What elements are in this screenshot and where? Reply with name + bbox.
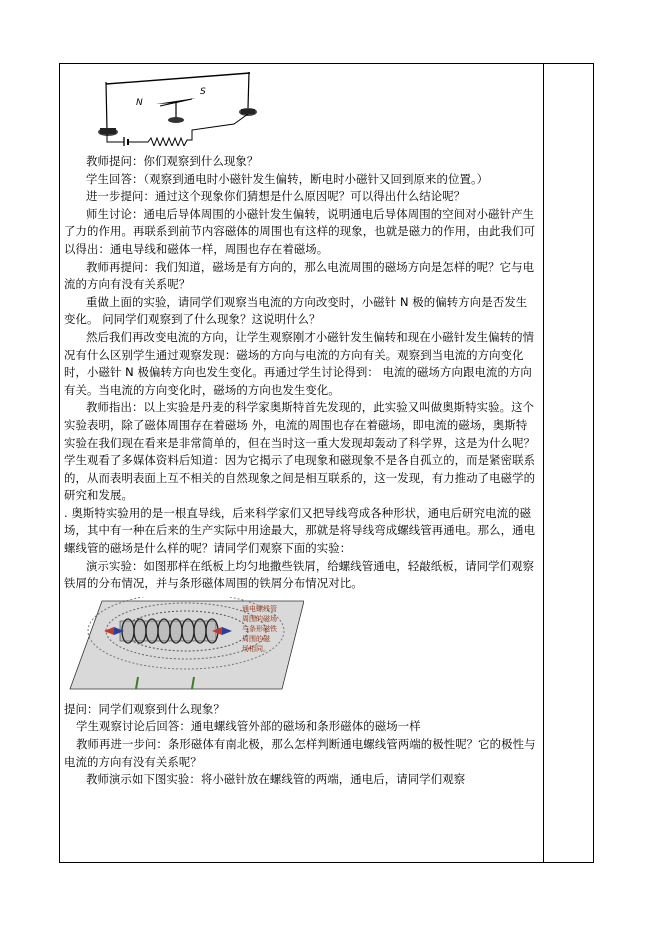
solenoid-filings-drawing (64, 597, 304, 696)
paragraph-student-answer: 学生回答：（观察到通电时小磁针发生偏转，断电时小磁针又回到原来的位置。） (86, 171, 489, 186)
paragraph-teacher-demo: 教师演示如下图实验：将小磁针放在螺线管的两端，通电后，请同学们观察 (86, 772, 466, 787)
paragraph-oersted-note: 教师指出：以上实验是丹麦的科学家奥斯特首先发现的，此实验又叫做奥斯特实验。这个实验表明，除了磁体周围存在着磁场 外，电流的周围也存在着磁场，即电流的磁场，奥斯特实验在我们现在看来是非常简单的，但在当时这一重大发现却轰动了科学界，这是为什么呢？ (64, 400, 536, 450)
paragraph-demo-experiment: 演示实验：如图那样在纸板上均匀地撒些铁屑，给螺线管通电，轻敲纸板，请同学们观察铁屑的分布情况，并与条形磁体周围的铁屑分布情况对比。 (64, 558, 535, 591)
needle-south-label: S (200, 87, 206, 97)
column-divider (543, 64, 544, 862)
paragraph-student-observation: 学生观察讨论后回答：通电螺线管外部的磁场和条形磁体的磁场一样 (76, 719, 421, 734)
paragraph-repeat-experiment: 重做上面的实验，请同学们观察当电流的方向改变时，小磁针 N 极的偏转方向是否发生变化。 问同学们观察到了什么现象？这说明什么？ (64, 294, 528, 327)
oersted-apparatus-figure (64, 68, 538, 146)
paragraph-discussion: 师生讨论：通电后导体周围的小磁针发生偏转，说明通电后导体周围的空间对小磁针产生了力的作用。再联系到前节内容磁体的周围也有这样的现象，也就是磁力的作用，由此我们可以得出：通电导线和磁体一样，周围也存在着磁场。 (64, 206, 536, 256)
paragraph-polarity-question: 教师再进一步问：条形磁体有南北极，那么怎样判断通电螺线管两端的极性呢？它的极性与电流的方向有没有关系呢？ (64, 737, 536, 769)
figure-caption-line: 周围的磁场 (242, 614, 277, 623)
needle-north-label: N (136, 98, 143, 108)
paragraph-multimedia: 学生观看了多媒体资料后知道：因为它揭示了电现象和磁现象不是各自孤立的，而是紧密联系的，从而表明表面上互不相关的自然现象之间是相互联系的，这一发现，有力推动了电磁学的研究和发展。 (64, 453, 536, 503)
lesson-table (59, 63, 594, 863)
paragraph-question-observe: 提问：同学们观察到什么现象？ (64, 701, 225, 716)
figure-caption-line: 通电螺线管 (242, 604, 277, 613)
paragraph-solenoid-intro: . 奥斯特实验用的是一根直导线，后来科学家们又把导线弯成各种形状，通电后研究电流的磁场，其中有一种在后来的生产实际中用途最大，那就是将导线弯成螺线管再通电。那么，通电螺线管的磁场是什么样的呢？请同学们观察下面的实验： (64, 505, 536, 556)
solenoid-filings-figure (64, 597, 538, 696)
figure-caption-line: 周围的磁 (242, 634, 270, 643)
lesson-content (64, 68, 538, 789)
figure-caption-line: 与条形磁铁 (242, 624, 277, 633)
paragraph-further-question: 进一步提问：通过这个现象你们猜想是什么原因呢？可以得出什么结论呢？ (86, 189, 466, 204)
figure-caption-line: 场相同。 (242, 644, 270, 653)
paragraph-teacher-question: 教师提问：你们观察到什么现象？ (86, 154, 259, 168)
paragraph-change-current: 然后我们再改变电流的方向，让学生观察刚才小磁针发生偏转和现在小磁针发生偏转的情况有什么区别学生通过观察发现：磁场的方向与电流的方向有关。观察到当电流的方向变化时，小磁针 N 极偏转方向也发生变化。再通过学生讨论得到： 电流的磁场方向跟电流的方向有关。当电流的方向变化时，磁场的方向也发生变化。 (64, 329, 535, 397)
oersted-apparatus-drawing (64, 68, 264, 146)
paragraph-teacher-question-2: 教师再提问：我们知道，磁场是有方向的，那么电流周围的磁场方向是怎样的呢？它与电流的方向有没有关系呢？ (64, 259, 535, 292)
